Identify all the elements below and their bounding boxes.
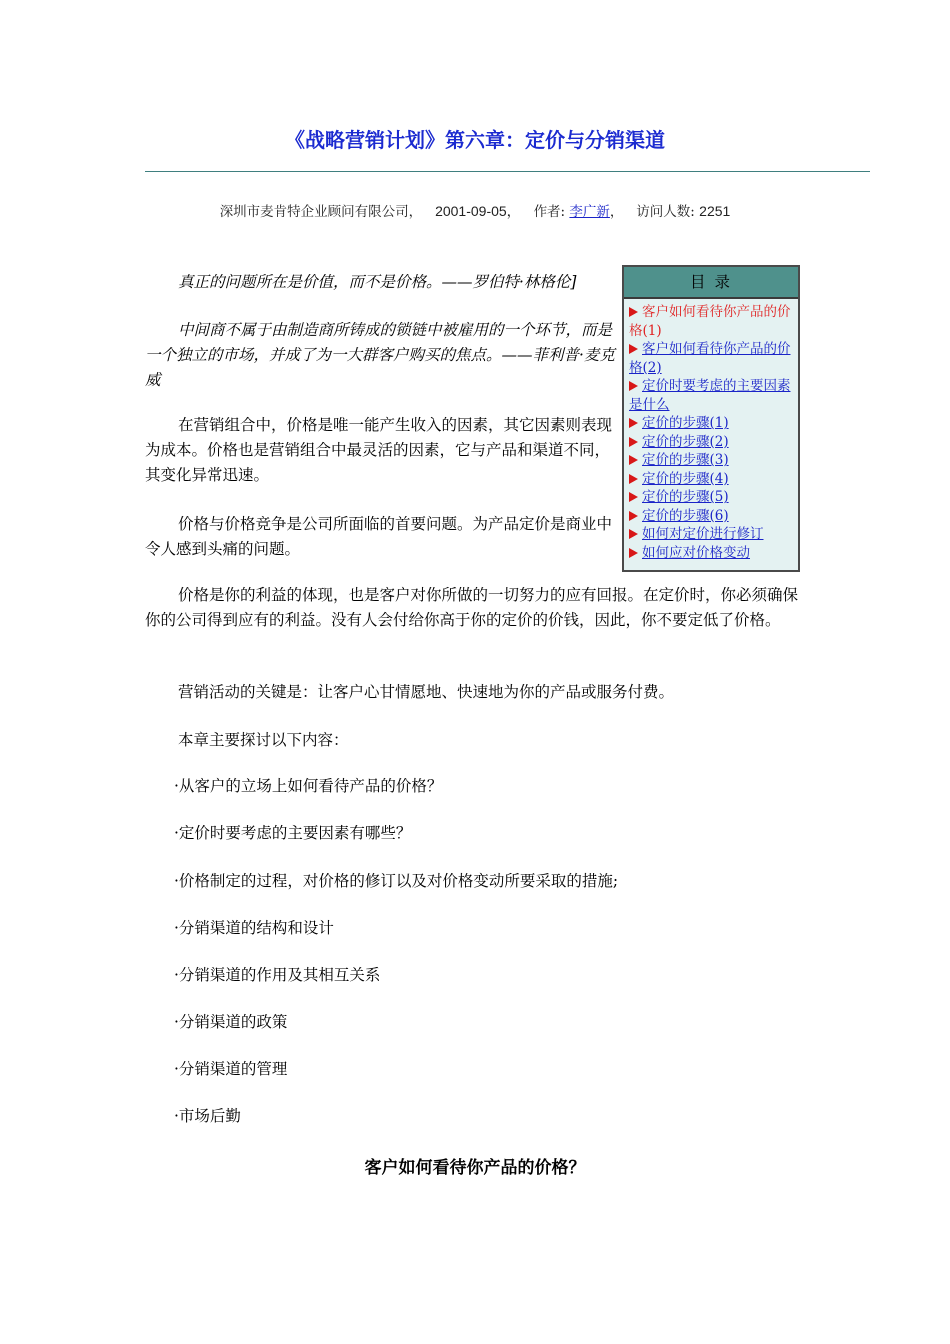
meta-date: 2001-09-05， — [435, 203, 521, 219]
bullet-item: ·分销渠道的管理 — [174, 1060, 288, 1078]
quote-1: 真正的问题所在是价值，而不是价格。——罗伯特·林格伦] — [178, 273, 577, 291]
arrow-right-icon — [629, 418, 638, 428]
toc-item[interactable]: 定价时要考虑的主要因素是什么 — [629, 378, 791, 413]
author-link[interactable]: 李广新 — [569, 204, 610, 220]
paragraph-4: 营销活动的关键是：让客户心甘情愿地、快速地为你的产品或服务付费。 — [178, 683, 675, 701]
section-heading: 客户如何看待你产品的价格？ — [364, 1158, 586, 1178]
arrow-right-icon — [629, 381, 638, 391]
toc-item[interactable]: 定价的步骤(4) — [629, 470, 794, 489]
article-meta — [0, 200, 950, 221]
arrow-right-icon — [629, 492, 638, 502]
toc-item[interactable]: 如何应对价格变动 — [629, 544, 794, 563]
arrow-right-icon — [629, 511, 638, 521]
toc-item[interactable]: 定价的步骤(1) — [629, 414, 794, 433]
paragraph-2: 价格与价格竞争是公司所面临的首要问题。为产品定价是商业中令人感到头痛的问题。 — [145, 515, 613, 558]
page-title: 《战略营销计划》第六章：定价与分销渠道 — [285, 128, 665, 152]
bullet-item: ·从客户的立场上如何看待产品的价格？ — [174, 777, 443, 795]
meta-company: 深圳市麦肯特企业顾问有限公司， — [219, 204, 423, 220]
toc-item[interactable]: 如何对定价进行修订 — [629, 525, 794, 544]
arrow-right-icon — [629, 307, 638, 317]
toc-item[interactable]: 客户如何看待你产品的价格(1) — [629, 304, 791, 339]
arrow-right-icon — [629, 455, 638, 465]
table-of-contents — [622, 265, 800, 572]
toc-item[interactable]: 定价的步骤(6) — [629, 507, 794, 526]
arrow-right-icon — [629, 548, 638, 558]
title-divider — [145, 171, 870, 172]
paragraph-3: 价格是你的利益的体现，也是客户对你所做的一切努力的应有回报。在定价时，你必须确保你的公司得到应有的利益。没有人会付给你高于你的定价的价钱，因此，你不要定低了价格。 — [145, 586, 799, 629]
bullet-item: ·价格制定的过程，对价格的修订以及对价格变动所要采取的措施; — [174, 872, 619, 890]
toc-item[interactable]: 定价的步骤(3) — [629, 451, 794, 470]
arrow-right-icon — [629, 529, 638, 539]
quote-2: 中间商不属于由制造商所铸成的锁链中被雇用的一个环节，而是一个独立的市场，并成了为一大群客户购买的焦点。——菲利普·麦克威 — [145, 321, 615, 389]
bullet-item: ·分销渠道的作用及其相互关系 — [174, 966, 381, 984]
toc-item[interactable]: 定价的步骤(5) — [629, 488, 794, 507]
toc-item[interactable]: 客户如何看待你产品的价格(2) — [629, 341, 791, 376]
toc-heading: 目 录 — [624, 267, 798, 299]
arrow-right-icon — [629, 437, 638, 447]
toc-item[interactable]: 定价的步骤(2) — [629, 433, 794, 452]
paragraph-1: 在营销组合中，价格是唯一能产生收入的因素，其它因素则表现为成本。价格也是营销组合中最灵活的因素，它与产品和渠道不同，其变化异常迅速。 — [145, 416, 613, 484]
arrow-right-icon — [629, 344, 638, 354]
meta-visits-label: 访问人数: — [636, 204, 695, 220]
bullet-item: ·市场后勤 — [174, 1107, 241, 1125]
paragraph-5: 本章主要探讨以下内容： — [178, 731, 349, 749]
bullet-item: ·分销渠道的政策 — [174, 1013, 288, 1031]
bullet-item: ·定价时要考虑的主要因素有哪些？ — [174, 824, 412, 842]
bullet-item: ·分销渠道的结构和设计 — [174, 919, 334, 937]
toc-list — [624, 299, 798, 562]
arrow-right-icon — [629, 474, 638, 484]
meta-author-label: 作者: — [533, 204, 566, 220]
meta-author-sep: ， — [609, 204, 624, 220]
meta-visits-count: 2251 — [699, 203, 731, 219]
